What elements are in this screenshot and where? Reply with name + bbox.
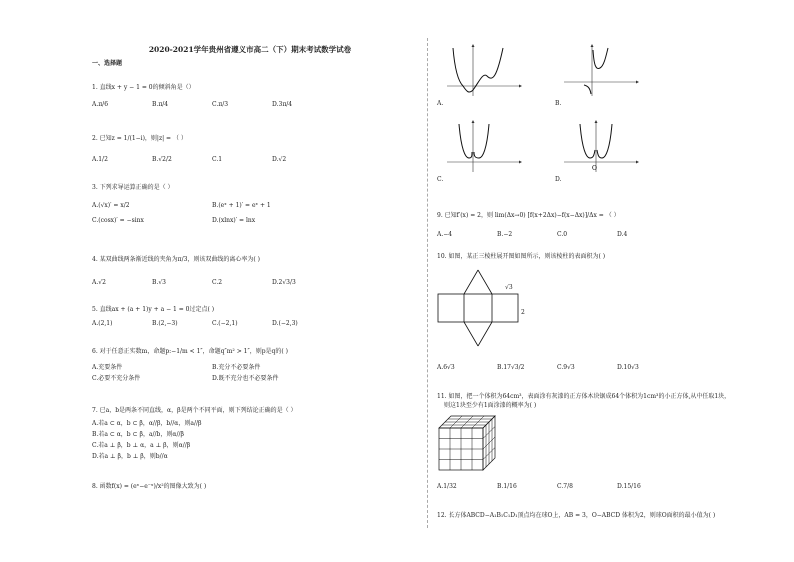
graph-a-label: A. — [437, 100, 444, 107]
question-6: 6. 对于任意正实数m，命题p:−1/m < 1″，命题q″m² > 1″，则p是q的( ) — [92, 348, 288, 355]
q5-option-a: A.(2,1) — [92, 320, 113, 327]
q3-option-d: D.(xlnx)′ = lnx — [212, 217, 256, 224]
graph-d — [562, 118, 640, 176]
q2-option-d: D.√2 — [272, 156, 287, 163]
q1-option-c: C.π/3 — [212, 101, 229, 108]
prism-net-figure — [436, 266, 532, 350]
q6-option-c: C.必要不充分条件 — [92, 375, 141, 382]
graph-c — [445, 118, 523, 176]
q7-option-b: B.若a ⊂ α，b ⊂ β，a//b，则α//β — [92, 431, 184, 438]
graph-d-origin: O — [592, 165, 597, 172]
q4-option-a: A.√2 — [92, 279, 106, 286]
q11-option-c: C.7/8 — [557, 483, 573, 490]
q5-option-c: C.(−2,1) — [212, 320, 238, 327]
q9-option-c: C.0 — [557, 231, 568, 238]
q10-option-d: D.10√3 — [617, 364, 639, 371]
q9-option-b: B.−2 — [497, 231, 513, 238]
question-10: 10. 如图，某正三棱柱展开图如图所示，则该棱柱的表面积为( ) — [437, 253, 606, 260]
q6-option-d: D.既不充分也不必要条件 — [212, 375, 279, 382]
q3-option-c: C.(cosx)′ = −sinx — [92, 217, 144, 224]
question-11-line2: 则这1块至少有1面涂漆的概率为( ) — [444, 402, 537, 409]
q2-option-c: C.1 — [212, 156, 223, 163]
q7-option-c: C.若a ⊥ β，b ⊥ α，a ⊥ β，则α//β — [92, 442, 191, 449]
q5-option-b: B.(2,−3) — [152, 320, 178, 327]
question-11: 11. 如图，把一个体积为64cm³，表面涂有灰漆的正方体木块锯成64个体积为1cm³的小正方体,从中任取1块， — [437, 393, 731, 400]
q11-option-b: B.1/16 — [497, 483, 517, 490]
q4-option-b: B.√3 — [152, 279, 166, 286]
q1-option-d: D.3π/4 — [272, 101, 293, 108]
graph-c-label: C. — [437, 176, 444, 183]
q10-option-b: B.17√3/2 — [497, 364, 525, 371]
column-divider — [427, 38, 428, 528]
question-3: 3. 下列求导运算正确的是（ ） — [92, 184, 174, 191]
prism-label-top: √3 — [505, 284, 513, 291]
question-8: 8. 函数f(x) = (eˣ−e⁻ˣ)/x²的图像大致为( ) — [92, 483, 207, 490]
question-12: 12. 长方体ABCD−A₁B₁C₁D₁顶点均在球O上，AB = 3，O−ABCD 体积为2，则球O面积的最小值为( ) — [437, 512, 716, 519]
graph-d-label: D. — [555, 176, 562, 183]
q1-option-b: B.π/4 — [152, 101, 169, 108]
q11-option-a: A.1/32 — [437, 483, 457, 490]
prism-label-right: 2 — [521, 309, 525, 316]
q10-option-c: C.9√3 — [557, 364, 575, 371]
q9-option-a: A.−4 — [437, 231, 453, 238]
q9-option-d: D.4 — [617, 231, 628, 238]
question-9: 9. 已知f′(x) = 2，则 lim(Δx→0) [f(x+2Δx)−f(x−Δx)]/Δx = （ ） — [437, 212, 620, 219]
graph-a — [445, 42, 523, 98]
q1-option-a: A.π/6 — [92, 101, 109, 108]
graph-b — [562, 42, 640, 98]
question-2: 2. 已知z = 1/(1−i)，则|z| = （ ） — [92, 135, 187, 142]
q7-option-a: A.若a ⊂ α，b ⊂ β，α//β，b//α，则a//β — [92, 420, 202, 427]
q3-option-b: B.(eˣ + 1)′ = eˣ + 1 — [212, 202, 271, 209]
q3-option-a: A.(√x)′ = x/2 — [92, 202, 130, 209]
q2-option-a: A.1/2 — [92, 156, 108, 163]
q2-option-b: B.√2/2 — [152, 156, 172, 163]
question-4: 4. 某双曲线两条渐近线的夹角为π/3，则该双曲线的离心率为( ) — [92, 256, 261, 263]
page-title: 2020-2021学年贵州省遵义市高二（下）期末考试数学试卷 — [148, 45, 352, 54]
question-5: 5. 直线ax + (a + 1)y + a − 1 = 0过定点( ) — [92, 306, 215, 313]
q4-option-c: C.2 — [212, 279, 223, 286]
q4-option-d: D.2√3/3 — [272, 279, 296, 286]
q7-option-d: D.若a ⊥ β，b ⊥ β，则b//α — [92, 453, 168, 460]
q5-option-d: D.(−2,3) — [272, 320, 298, 327]
q6-option-a: A.充要条件 — [92, 364, 123, 371]
q10-option-a: A.6√3 — [437, 364, 455, 371]
cube-figure — [437, 414, 497, 472]
q6-option-b: B.充分不必要条件 — [212, 364, 261, 371]
question-7: 7. 已a，b是两条不同直线，α，β是两个不同平面，则下列结论正确的是（ ） — [92, 407, 297, 414]
graph-b-label: B. — [555, 100, 562, 107]
question-1: 1. 直线x + y − 1 = 0的倾斜角是（） — [92, 84, 195, 91]
section-heading: 一、选择题 — [92, 60, 123, 67]
q11-option-d: D.15/16 — [617, 483, 641, 490]
